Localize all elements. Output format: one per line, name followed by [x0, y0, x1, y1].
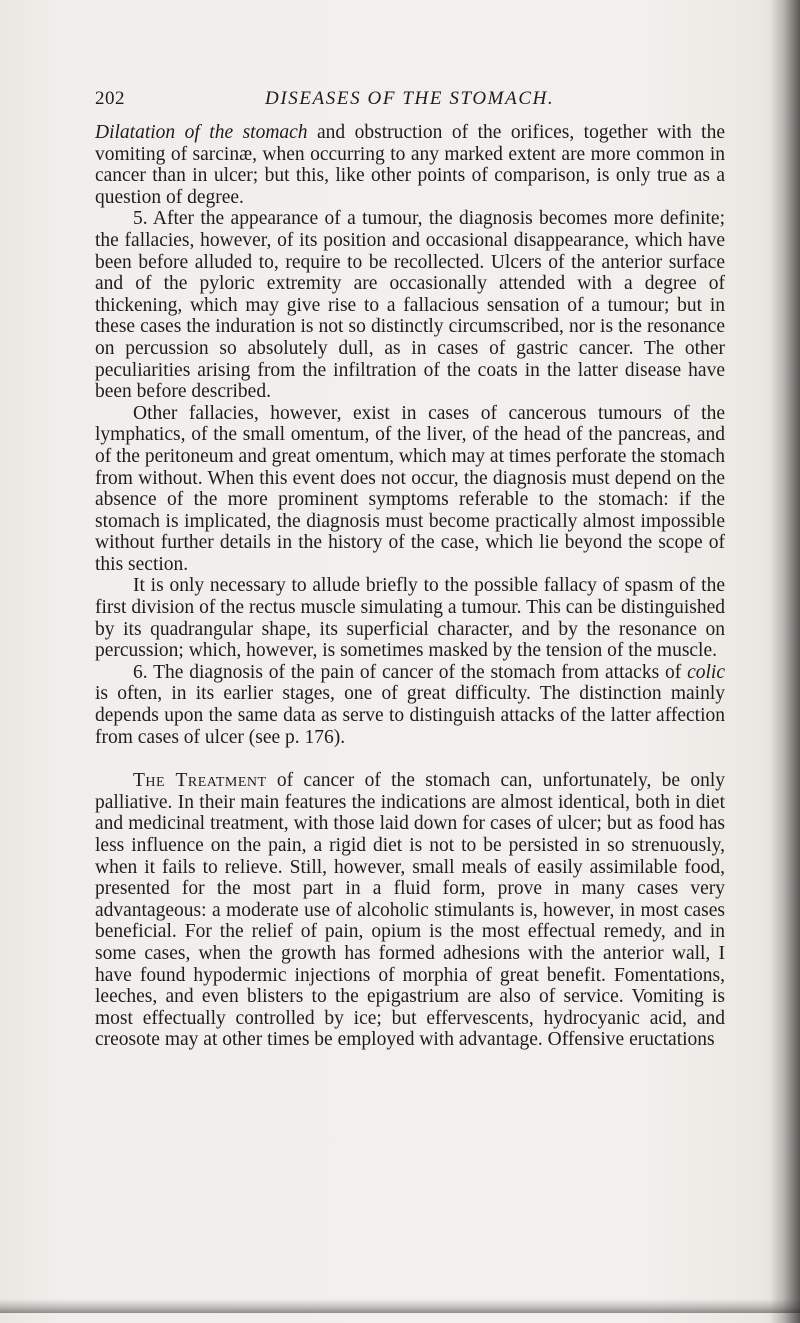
page-number: 202	[95, 88, 125, 109]
treatment-text: of cancer of the stomach can, unfortunately, be only palliative. In their main features the indications are almost identical, both in diet and medicinal treatment, with those laid down for cases of ulcer; but as food has less influence on the pain, a rigid diet is not to be persisted in so strenuously, when it fails to relieve. Still, however, small meals of easily assimilable food, presented for the most part in a fluid form, prove in many cases very advantageous: a moderate use of alcoholic stimulants is, however, in most cases beneficial. For the relief of pain, opium is the most effectual remedy, and in some cases, when the growth has formed adhesions with the anterior wall, I have found hypodermic injections of morphia of great benefit. Fomentations, leeches, and even blisters to the epigastrium are also of service. Vomiting is most effectually controlled by ice; but effervescents, hydrocyanic acid, and creosote may at other times be employed with advantage. Offensive eructations	[95, 770, 726, 1051]
body-text	[95, 122, 725, 1051]
page-bottom-shadow	[0, 1299, 800, 1313]
paragraph-colic	[95, 662, 725, 748]
page-header	[95, 88, 725, 114]
paragraph-rectus-spasm: It is only necessary to allude briefly to the possible fallacy of spasm of the first division of the rectus muscle simulating a tumour. This can be distinguished by its quadrangular shape, its superficial character, and by the resonance on percussion; which, however, is sometimes masked by the tension of the muscle.	[95, 575, 725, 662]
treatment-heading: The Treatment	[133, 770, 267, 792]
paragraph-tumour-diagnosis: 5. After the appearance of a tumour, the diagnosis becomes more definite; the fallacies, however, of its position and occasional disappearance, which have been before alluded to, require to be recollected. Ulcers of the anterior surface and of the pyloric extremity are occasionally attended with a degree of thickening, which may give rise to a fallacious sensation of a tumour; but in these cases the induration is not so distinctly circumscribed, nor is the resonance on percussion so absolutely dull, as in cases of gastric cancer. The other peculiarities arising from the infiltration of the coats in the latter disease have been before described.	[95, 208, 725, 403]
paragraph-dilatation	[95, 122, 725, 208]
paragraph-treatment	[95, 770, 725, 1051]
dilatation-text: and obstruction of the orifices, together with the vomiting of sarcinæ, when occurring to any marked extent are more common in cancer than in ulcer; but this, like other points of comparison, is only true as a question of degree.	[95, 122, 725, 208]
page-edge-shadow	[770, 0, 800, 1323]
running-head: DISEASES OF THE STOMACH.	[265, 88, 555, 109]
colic-text-b: is often, in its earlier stages, one of great difficulty. The distinction mainly depends upon the same data as serve to distinguish attacks of the latter affection from cases of ulcer (see p. 176).	[95, 683, 725, 748]
colic-word: colic	[687, 661, 725, 683]
dilatation-lead: Dilatation of the stomach	[95, 122, 308, 143]
colic-text-a: 6. The diagnosis of the pain of cancer of the stomach from attacks of	[133, 661, 688, 683]
paragraph-other-fallacies: Other fallacies, however, exist in cases of cancerous tumours of the lymphatics, of the small omentum, of the liver, of the head of the pancreas, and of the peritoneum and great omentum, which may at times perforate the stomach from without. When this event does not occur, the diagnosis must depend on the absence of the more prominent symptoms referable to the stomach: if the stomach is implicated, the diagnosis must become practically almost impossible without further details in the history of the case, which lie beyond the scope of this section.	[95, 402, 725, 575]
